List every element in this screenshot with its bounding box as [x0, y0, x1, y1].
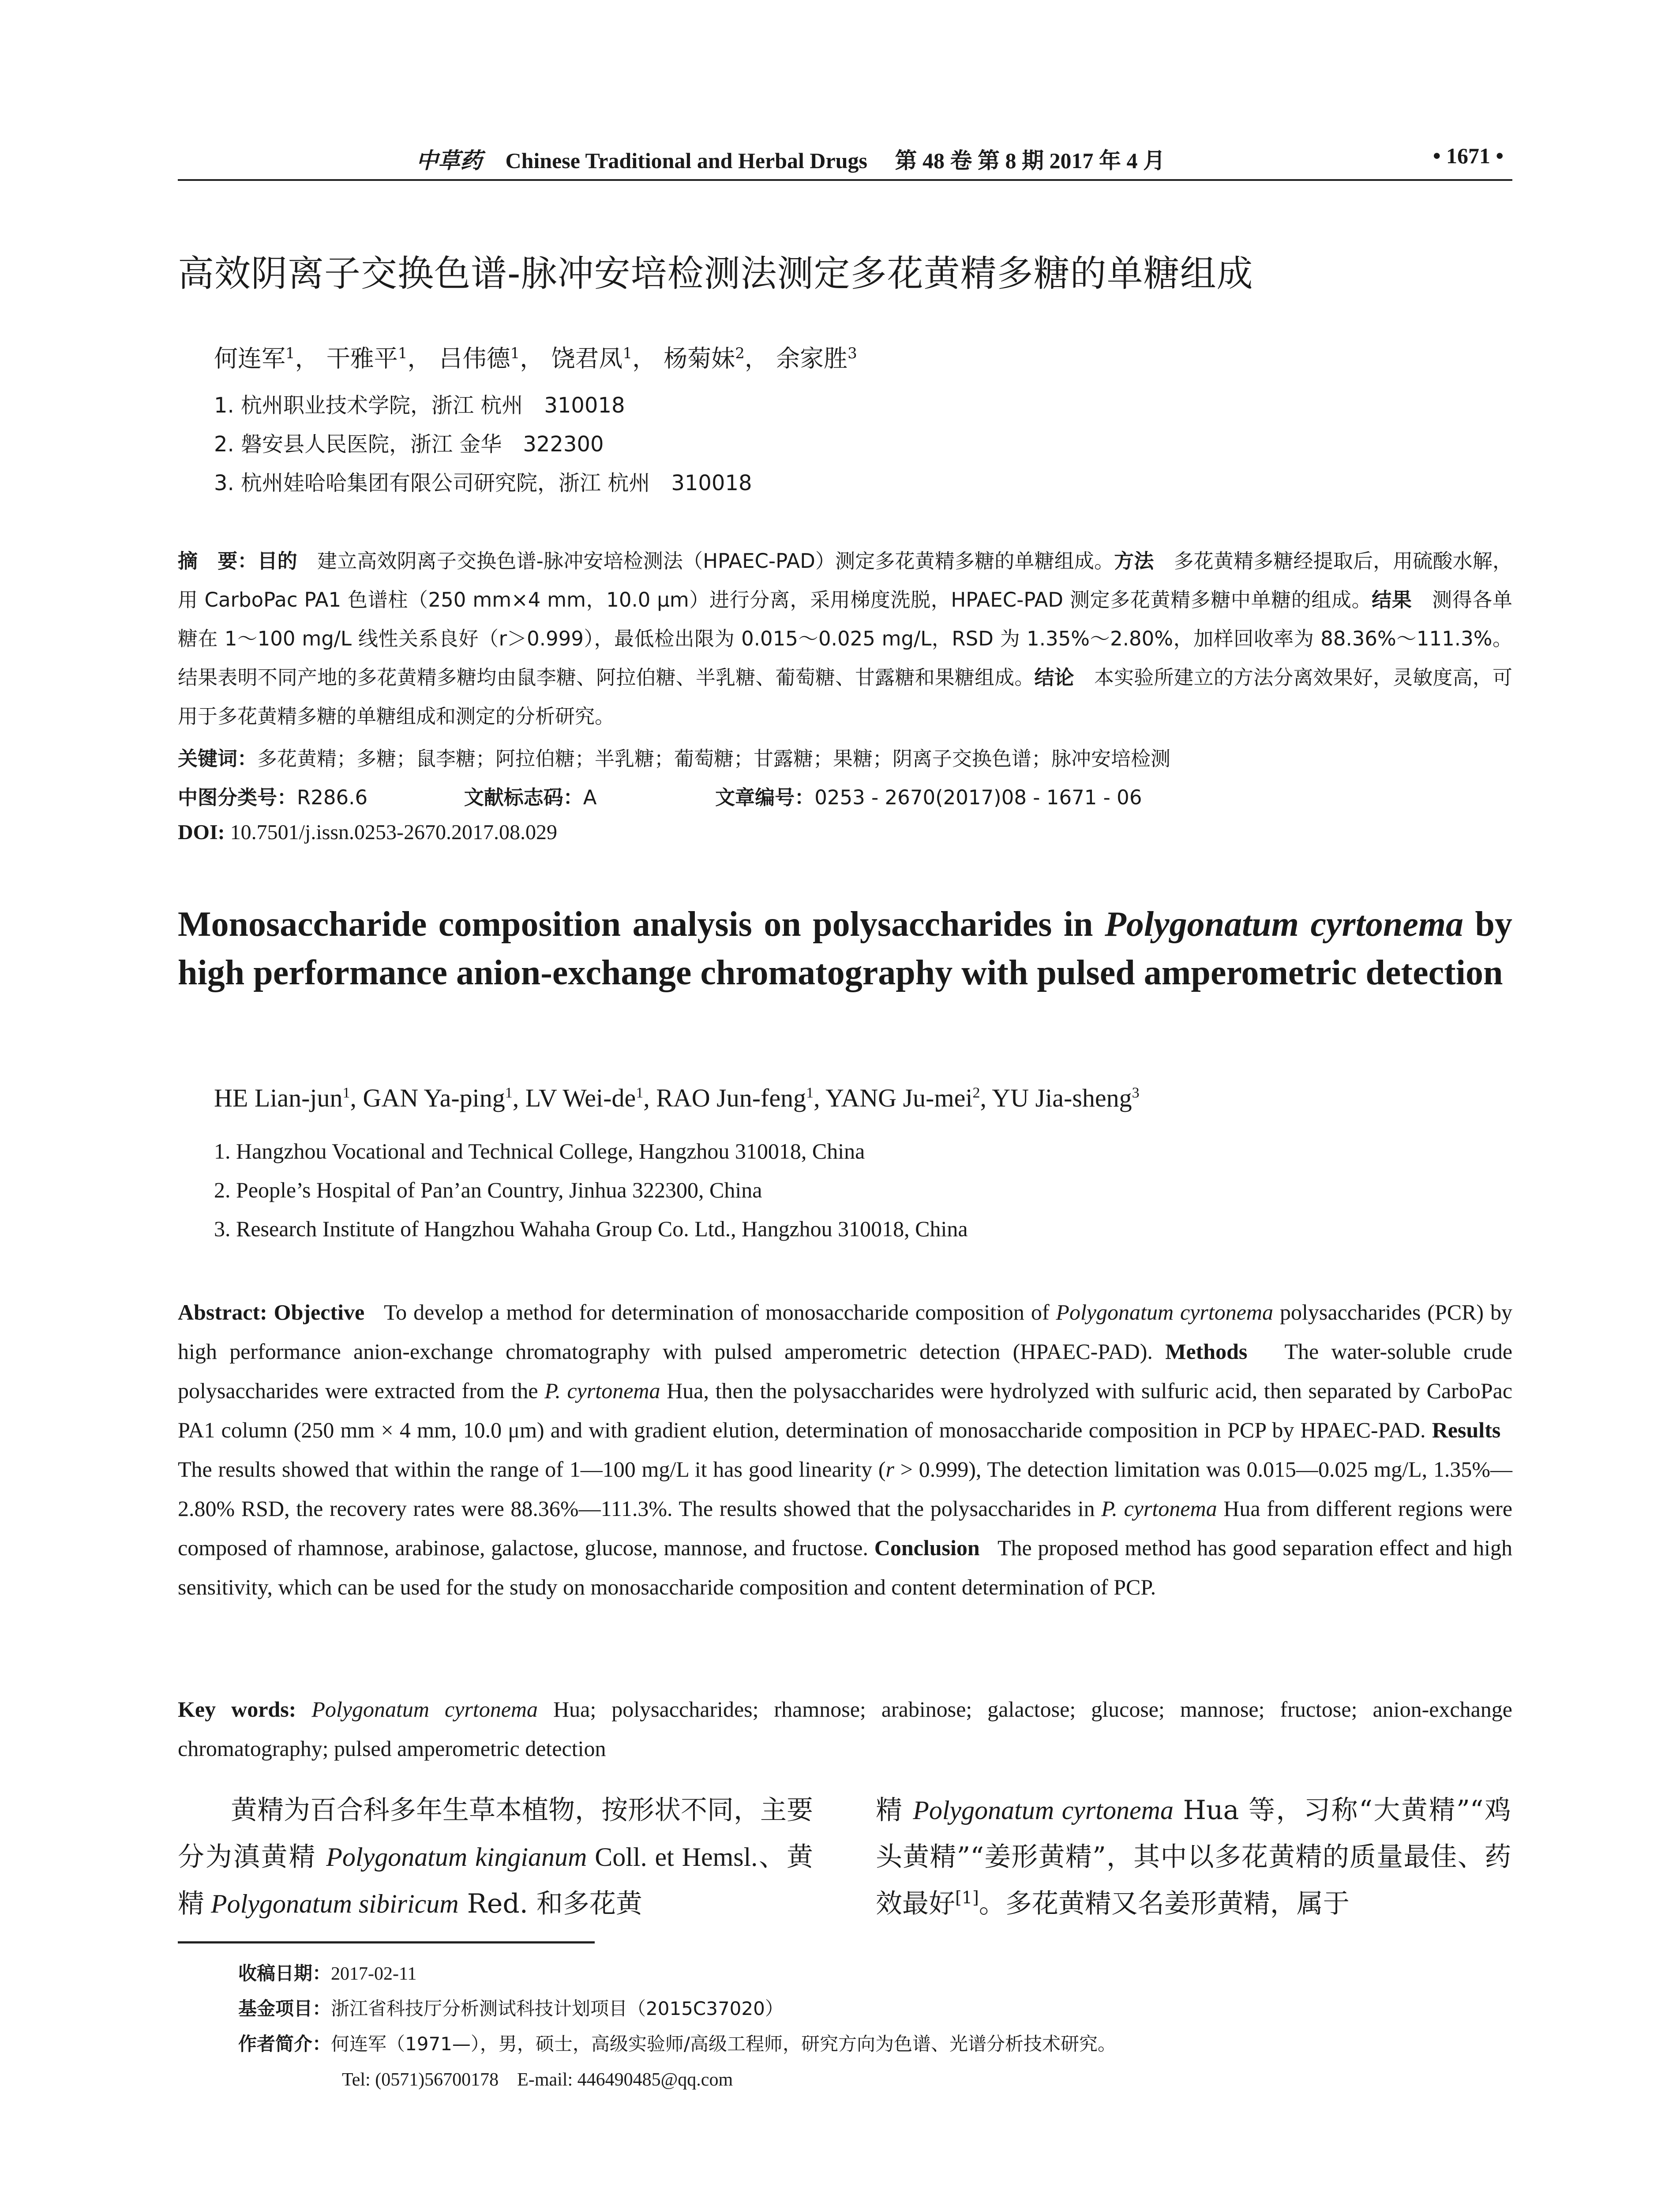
body-species: Polygonatum sibiricum: [211, 1889, 459, 1918]
header-journal: [416, 143, 1165, 175]
doc-code-label: 文献标志码：: [464, 786, 583, 809]
body-species: Polygonatum cyrtonema: [913, 1796, 1174, 1825]
footnote-label: 收稿日期：: [238, 1962, 331, 1984]
cn-author: 吕伟德: [439, 345, 510, 372]
en-title-species: Polygonatum cyrtonema: [1104, 905, 1464, 944]
cn-objective: 建立高效阴离子交换色谱-脉冲安培检测法（HPAEC-PAD）测定多花黄精多糖的单糖组成。: [317, 549, 1114, 573]
journal-brand: 中草药: [416, 148, 482, 173]
cn-author-sup: 1: [510, 345, 520, 362]
page-number: • 1671 •: [1432, 143, 1504, 168]
clc-label: 中图分类号：: [178, 786, 297, 809]
en-conclusion: The proposed method has good separation effect and high sensitivity, which can be used for the study on monosaccharide composition and content determination of PCP.: [178, 1535, 1512, 1599]
body-text: Red. 和多花黄: [458, 1888, 642, 1919]
en-results: Hua from different regions were composed of rhamnose, arabinose, galactose, glucose, mannose, and fructose.: [178, 1496, 1513, 1560]
cn-author: 何连军: [214, 345, 285, 372]
en-author-sup: 1: [806, 1084, 814, 1101]
footnote-label: 基金项目：: [238, 1998, 331, 2019]
body-text: Coll. et Hemsl.、黄精: [178, 1842, 813, 1918]
en-affiliation: 1. Hangzhou Vocational and Technical College, Hangzhou 310018, China: [214, 1139, 865, 1163]
en-affiliation: 3. Research Institute of Hangzhou Wahaha Group Co. Ltd., Hangzhou 310018, China: [214, 1216, 968, 1241]
en-results: > 0.999), The detection limitation was 0.015—0.025 mg/L, 1.35%—2.80% RSD, the recovery rates were 88.36%—111.3%. The results showed that the polysaccharides in: [178, 1457, 1512, 1521]
cn-author-sup: 3: [848, 345, 857, 362]
body-text: 黄精为百合科多年生草本植物，按形状不同，主要分为滇黄精: [178, 1795, 813, 1872]
body-text: 。多花黄精又名姜形黄精，属于: [979, 1888, 1350, 1919]
journal-name: Chinese Traditional and Herbal Drugs: [505, 148, 867, 173]
doi-value: 10.7501/j.issn.0253-2670.2017.08.029: [230, 821, 558, 844]
cn-affiliation: 1. 杭州职业技术学院，浙江 杭州 310018: [214, 393, 625, 418]
footnote-value: 2017-02-11: [331, 1964, 417, 1984]
body-species: Polygonatum kingianum: [326, 1842, 587, 1872]
en-title-text: Monosaccharide composition analysis on polysaccharides in: [178, 905, 1105, 944]
en-author-sup: 1: [342, 1084, 350, 1101]
en-conclusion-label: Conclusion: [874, 1535, 980, 1560]
footnote-divider: [178, 1941, 595, 1943]
en-species: Polygonatum cyrtonema: [311, 1697, 538, 1722]
cn-keywords: [178, 743, 1512, 771]
cn-author: 余家胜: [776, 345, 848, 372]
footnote-label: 作者简介：: [238, 2033, 331, 2055]
doi-row: [178, 820, 557, 844]
cn-author-list: 何连军$^1$， 干雅平$^1$， 吕伟德$^1$， 饶君凤$^1$， 杨菊妹$^2$， 余家胜$^3$: [214, 345, 857, 372]
body-text: Hua 等，习称“大黄精”“鸡头黄精”“姜形黄精”，其中以多花黄精的质量最佳、药效最好: [876, 1795, 1511, 1919]
footnote-value: Tel: (0571)56700178 E-mail: 446490485@qq.com: [342, 2070, 733, 2090]
en-author: RAO Jun-feng: [656, 1084, 806, 1112]
journal-issue: 第 48 卷 第 8 期 2017 年 4 月: [895, 148, 1165, 173]
body-column-right: [876, 1787, 1511, 1927]
cn-results-label: 结果: [1372, 588, 1412, 612]
en-keywords-label: Key words:: [178, 1697, 296, 1722]
en-title: [178, 900, 1512, 997]
en-species: P. cyrtonema: [544, 1378, 660, 1403]
cn-classification-row: [178, 781, 1142, 810]
en-author: GAN Ya-ping: [363, 1084, 505, 1112]
en-keywords-text: Hua; polysaccharides; rhamnose; arabinose; galactose; glucose; mannose; fructose; anion-exchange chromatography; pulsed amperometric detection: [178, 1697, 1512, 1761]
en-author-sup: 3: [1132, 1084, 1140, 1101]
cn-methods: 多花黄精多糖经提取后，用硫酸水解，用 CarboPac PA1 色谱柱（250 mm×4 mm，10.0 μm）进行分离，采用梯度洗脱，HPAEC-PAD 测定多花黄精多糖中单糖的组成。: [178, 549, 1512, 612]
cn-conclusion: 本实验所建立的方法分离效果好，灵敏度高，可用于多花黄精多糖的单糖组成和测定的分析研究。: [178, 666, 1512, 728]
cn-title: 高效阴离子交换色谱-脉冲安培检测法测定多花黄精多糖的单糖组成: [178, 253, 1253, 295]
cn-author-sup: 1: [398, 345, 408, 362]
cn-author: 杨菊妹: [664, 345, 735, 372]
doc-code-value: A: [583, 786, 597, 809]
en-objective-label: Objective: [274, 1300, 365, 1324]
en-abstract: [178, 1293, 1512, 1607]
en-objective: polysaccharides (PCR) by high performance anion-exchange chromatography with pulsed amperometric detection (HPAEC-PAD).: [178, 1300, 1512, 1364]
en-author-list: HE Lian-jun$^1$, GAN Ya-ping$^1$, LV Wei-$de^1$, RAO Jun-feng$^1$, YANG Ju-mei$^2$, YU Jia-sheng$^3$: [214, 1084, 1140, 1112]
en-methods: The water-soluble crude polysaccharides were extracted from the: [178, 1339, 1513, 1403]
cn-author-sup: 1: [622, 345, 633, 362]
cn-methods-label: 方法: [1114, 549, 1154, 573]
en-author: HE Lian-jun: [214, 1084, 343, 1112]
en-author-sup: 2: [972, 1084, 980, 1101]
en-title-text: by high performance anion-exchange chromatography with pulsed amperometric detection: [178, 905, 1512, 992]
en-author: YANG Ju-mei: [825, 1084, 973, 1112]
en-affiliation: 2. People’s Hospital of Pan’an Country, Jinhua 322300, China: [214, 1178, 762, 1202]
cn-author-sup: 2: [735, 345, 745, 362]
en-objective: To develop a method for determination of monosaccharide composition of: [384, 1300, 1056, 1324]
en-author-sup: 1: [636, 1084, 644, 1101]
cn-keywords-label: 关键词：: [178, 747, 258, 770]
body-text: 精: [876, 1795, 913, 1826]
en-abstract-label: Abstract:: [178, 1300, 267, 1324]
footnote-value: 浙江省科技厅分析测试科技计划项目（2015C37020）: [331, 1998, 784, 2019]
cn-author: 干雅平: [326, 345, 398, 372]
cn-affiliation: 2. 磐安县人民医院，浙江 金华 322300: [214, 432, 604, 457]
footnote-fund: [238, 1994, 784, 2021]
article-no-label: 文章编号：: [715, 786, 815, 809]
cn-author: 饶君凤: [551, 345, 623, 372]
running-header: [178, 139, 1512, 181]
article-no-value: 0253 - 2670(2017)08 - 1671 - 06: [814, 786, 1142, 809]
footnote-contact: [342, 2065, 733, 2091]
cn-affiliation: 3. 杭州娃哈哈集团有限公司研究院，浙江 杭州 310018: [214, 471, 752, 495]
en-results-r: r: [885, 1457, 894, 1482]
en-species: Polygonatum cyrtonema: [1056, 1300, 1274, 1324]
en-methods-label: Methods: [1165, 1339, 1248, 1364]
body-column-left: [178, 1787, 813, 1927]
en-results-label: Results: [1432, 1418, 1501, 1442]
en-methods: Hua, then the polysaccharides were hydrolyzed with sulfuric acid, then separated by CarboPac PA1 column (250 mm × 4 mm, 10.0 μm) and with gradient elution, determination of monosaccharide composition in PCP by HPAEC-PAD.: [178, 1378, 1513, 1442]
cn-results: 测得各单糖在 1～100 mg/L 线性关系良好（r＞0.999），最低检出限为 0.015～0.025 mg/L，RSD 为 1.35%～2.80%，加样回收率为 88.36%～111.3%。结果表明不同产地的多花黄精多糖均由鼠李糖、阿拉伯糖、半乳糖、葡萄糖、甘露糖和果糖组成。: [178, 588, 1512, 689]
doi-label: DOI:: [178, 821, 225, 844]
en-author: YU Jia-sheng: [992, 1084, 1132, 1112]
cn-conclusion-label: 结论: [1034, 666, 1074, 689]
clc-value: R286.6: [297, 786, 368, 809]
en-keywords: [178, 1690, 1512, 1768]
cn-abstract-label: 摘 要：: [178, 549, 258, 573]
cn-objective-label: 目的: [257, 549, 297, 573]
en-author: LV Wei-de: [525, 1084, 636, 1112]
cn-keywords-text: 多花黄精；多糖；鼠李糖；阿拉伯糖；半乳糖；葡萄糖；甘露糖；果糖；阴离子交换色谱；脉冲安培检测: [257, 747, 1171, 770]
footnote-received: [238, 1959, 416, 1985]
cn-abstract: [178, 542, 1512, 736]
en-species: P. cyrtonema: [1101, 1496, 1217, 1521]
en-results: The results showed that within the range of 1—100 mg/L it has good linearity (: [178, 1457, 886, 1482]
cn-author-sup: 1: [285, 345, 295, 362]
en-author-sup: 1: [505, 1084, 513, 1101]
footnote-author: [238, 2030, 1116, 2056]
footnote-value: 何连军（1971—），男，硕士，高级实验师/高级工程师，研究方向为色谱、光谱分析技术研究。: [331, 2033, 1117, 2055]
citation-ref: [1]: [955, 1888, 979, 1907]
